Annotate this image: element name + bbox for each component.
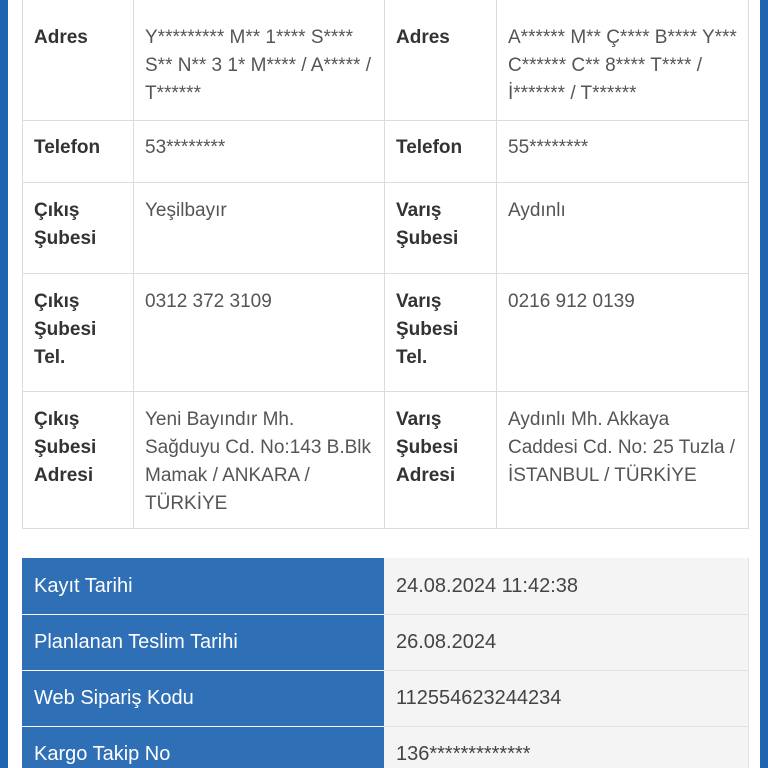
- shipment-details-table: [22, 558, 749, 768]
- table-row: [23, 183, 749, 274]
- registration-date-label: Kayıt Tarihi: [22, 558, 384, 614]
- destination-branch-value: Aydınlı: [497, 183, 749, 274]
- origin-branch-address-label: Çıkış Şubesi Adresi: [23, 392, 134, 529]
- planned-delivery-date-label: Planlanan Teslim Tarihi: [22, 614, 384, 670]
- receiver-phone-value: 55********: [497, 121, 749, 183]
- receiver-address-value: A****** M** Ç**** B**** Y*** C****** C** 8**** T**** / İ******* / T******: [497, 0, 749, 121]
- sender-address-value: Y********* M** 1**** S**** S** N** 3 1* M**** / A***** / T******: [134, 0, 385, 121]
- table-row: [23, 392, 749, 529]
- table-row: [22, 726, 748, 768]
- web-order-code-label: Web Sipariş Kodu: [22, 670, 384, 726]
- table-row: [23, 121, 749, 183]
- tracking-number-label: Kargo Takip No: [22, 726, 384, 768]
- sender-address-label: Adres: [23, 0, 134, 121]
- tracking-number-value: 136*************: [384, 726, 748, 768]
- sender-phone-value: 53********: [134, 121, 385, 183]
- web-order-code-value: 112554623244234: [384, 670, 748, 726]
- origin-branch-phone-value: 0312 372 3109: [134, 274, 385, 392]
- page-content: [8, 0, 760, 768]
- sender-phone-label: Telefon: [23, 121, 134, 183]
- destination-branch-phone-value: 0216 912 0139: [497, 274, 749, 392]
- origin-branch-value: Yeşilbayır: [134, 183, 385, 274]
- destination-branch-address-value: Aydınlı Mh. Akkaya Caddesi Cd. No: 25 Tuzla / İSTANBUL / TÜRKİYE: [497, 392, 749, 529]
- receiver-phone-label: Telefon: [385, 121, 497, 183]
- table-row: [23, 0, 749, 121]
- registration-date-value: 24.08.2024 11:42:38: [384, 558, 748, 614]
- table-row: [23, 274, 749, 392]
- origin-branch-label: Çıkış Şubesi: [23, 183, 134, 274]
- table-row: [22, 614, 748, 670]
- receiver-address-label: Adres: [385, 0, 497, 121]
- destination-branch-label: Varış Şubesi: [385, 183, 497, 274]
- destination-branch-phone-label: Varış Şubesi Tel.: [385, 274, 497, 392]
- table-row: [22, 558, 748, 614]
- planned-delivery-date-value: 26.08.2024: [384, 614, 748, 670]
- table-row: [22, 670, 748, 726]
- shipment-info-table: [22, 0, 749, 529]
- destination-branch-address-label: Varış Şubesi Adresi: [385, 392, 497, 529]
- origin-branch-address-value: Yeni Bayındır Mh. Sağduyu Cd. No:143 B.Blk Mamak / ANKARA / TÜRKİYE: [134, 392, 385, 529]
- origin-branch-phone-label: Çıkış Şubesi Tel.: [23, 274, 134, 392]
